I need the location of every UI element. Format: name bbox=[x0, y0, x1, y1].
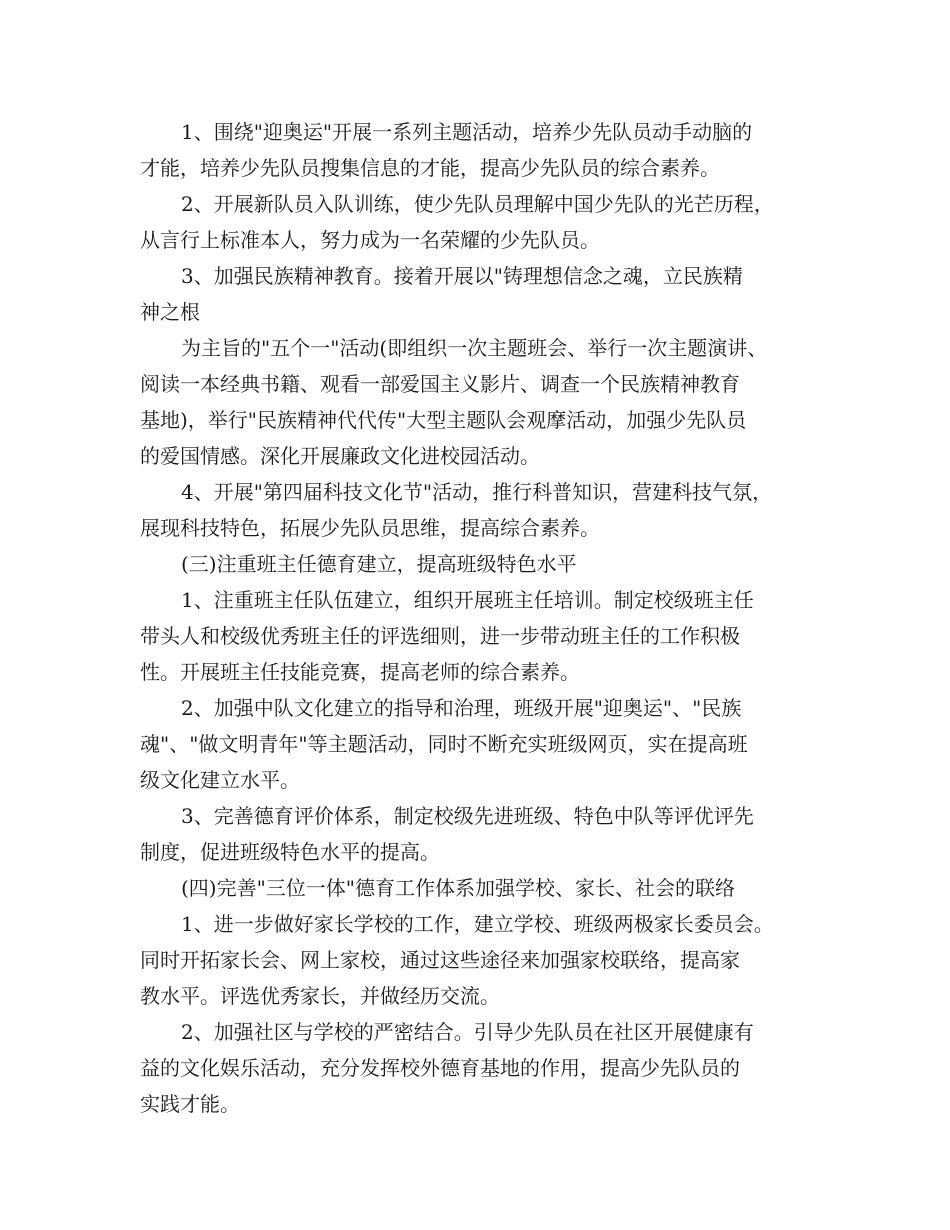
paragraph-9: 1、进一步做好家长学校的工作，建立学校、班级两极家长委员会。 同时开拓家长会、网上家校，通过这些途径来加强家校联络，提高家 教水平。评选优秀家长，并做经历交流。 bbox=[140, 912, 774, 1008]
section-heading-4: (四)完善"三位一体"德育工作体系加强学校、家长、社会的联络 bbox=[181, 876, 736, 900]
section-heading-3: (三)注重班主任德育建立，提高班级特色水平 bbox=[181, 552, 577, 576]
paragraph-8: 3、完善德育评价体系，制定校级先进班级、特色中队等评优评先 制度，促进班级特色水平的提高。 bbox=[140, 804, 754, 864]
paragraph-5: 4、开展"第四届科技文化节"活动，推行科普知识，营建科技气氛， 展现科技特色，拓展少先队员思维，提高综合素养。 bbox=[140, 480, 773, 540]
paragraph-7: 2、加强中队文化建立的指导和治理，班级开展"迎奥运"、"民族 魂"、"做文明青年"等主题活动，同时不断充实班级网页，实在提高班 级文化建立水平。 bbox=[140, 696, 748, 792]
paragraph-3: 3、加强民族精神教育。接着开展以"铸理想信念之魂，立民族精 神之根 bbox=[140, 264, 743, 324]
document-body bbox=[140, 114, 820, 1122]
paragraph-1: 1、围绕"迎奥运"开展一系列主题活动，培养少先队员动手动脑的 才能，培养少先队员搜集信息的才能，提高少先队员的综合素养。 bbox=[140, 120, 753, 180]
paragraph-4: 为主旨的"五个一"活动(即组织一次主题班会、举行一次主题演讲、 阅读一本经典书籍、观看一部爱国主义影片、调查一个民族精神教育 基地)，举行"民族精神代代传"大型主题队会观摩活动，加强少先队员 的爱国情感。深化开展廉政文化进校园活动。 bbox=[140, 336, 768, 468]
paragraph-2: 2、开展新队员入队训练，使少先队员理解中国少先队的光芒历程， 从言行上标准本人，努力成为一名荣耀的少先队员。 bbox=[140, 192, 774, 252]
paragraph-10: 2、加强社区与学校的严密结合。引导少先队员在社区开展健康有 益的文化娱乐活动，充分发挥校外德育基地的作用，提高少先队员的 实践才能。 bbox=[140, 1020, 754, 1116]
paragraph-6: 1、注重班主任队伍建立，组织开展班主任培训。制定校级班主任 带头人和校级优秀班主任的评选细则，进一步带动班主任的工作积极 性。开展班主任技能竞赛，提高老师的综合素养。 bbox=[140, 588, 754, 684]
